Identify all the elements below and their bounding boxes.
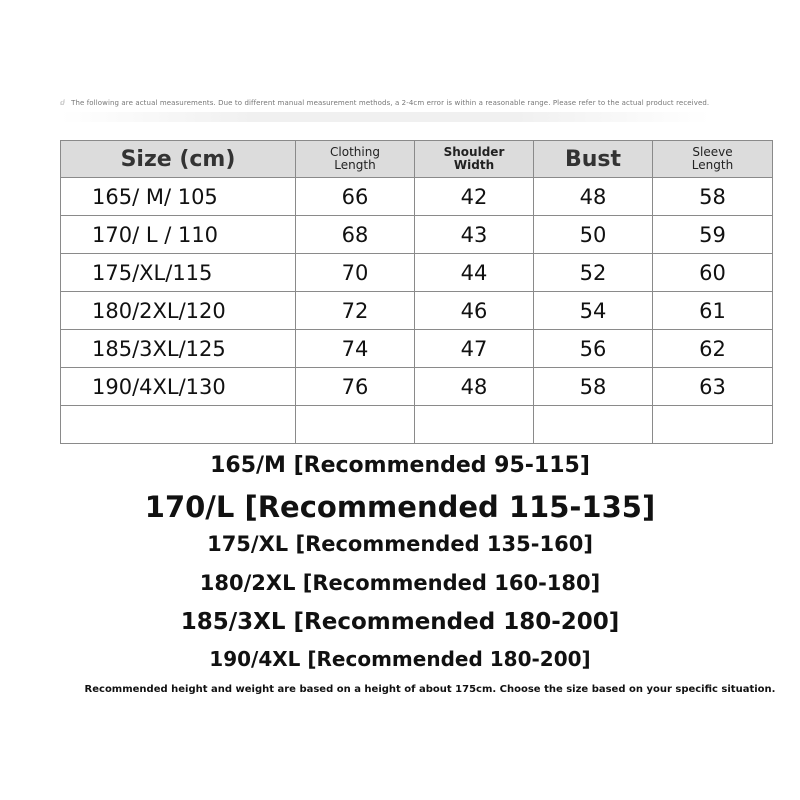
sleeve-length-cell: 63 <box>653 368 773 406</box>
recommendation-line: 180/2XL [Recommended 160-180] <box>199 571 601 595</box>
table-header-row <box>61 141 773 178</box>
table-row <box>61 178 773 216</box>
clothing-length-cell: 70 <box>296 254 415 292</box>
sleeve-length-cell: 62 <box>653 330 773 368</box>
table-row <box>61 216 773 254</box>
note-underline <box>60 112 710 122</box>
sleeve-length-cell: 60 <box>653 254 773 292</box>
sleeve-length-cell: 58 <box>653 178 773 216</box>
bust-cell: 58 <box>534 368 653 406</box>
table-row <box>61 368 773 406</box>
bust-cell: 48 <box>534 178 653 216</box>
header-size: Size (cm) <box>61 141 296 178</box>
empty-cell <box>296 406 415 444</box>
header-shoulder-width <box>415 141 534 178</box>
header-shoulder-line1: Shoulder <box>443 145 505 159</box>
clothing-length-cell: 76 <box>296 368 415 406</box>
height-weight-note: Recommended height and weight are based on a height of about 175cm. Choose the size based on your specific situation. <box>84 684 776 695</box>
size-cell: 190/4XL/130 <box>61 368 296 406</box>
shoulder-width-cell: 48 <box>415 368 534 406</box>
recommendation-line: 185/3XL [Recommended 180-200] <box>180 609 620 635</box>
shoulder-width-cell: 44 <box>415 254 534 292</box>
size-cell: 180/2XL/120 <box>61 292 296 330</box>
shoulder-width-cell: 47 <box>415 330 534 368</box>
bust-cell: 52 <box>534 254 653 292</box>
size-cell: 165/ M/ 105 <box>61 178 296 216</box>
clothing-length-cell: 74 <box>296 330 415 368</box>
sleeve-length-cell: 61 <box>653 292 773 330</box>
table-row <box>61 330 773 368</box>
empty-cell <box>415 406 534 444</box>
size-recommendations <box>0 450 800 680</box>
empty-cell <box>534 406 653 444</box>
clothing-length-cell: 72 <box>296 292 415 330</box>
header-sleeve-line2: Length <box>691 158 734 172</box>
size-cell: 175/XL/115 <box>61 254 296 292</box>
sleeve-length-cell: 59 <box>653 216 773 254</box>
header-clothing-line2: Length <box>334 158 376 172</box>
clothing-length-cell: 68 <box>296 216 415 254</box>
recommendation-line: 170/L [Recommended 115-135] <box>144 490 656 524</box>
table-row-empty <box>61 406 773 444</box>
header-clothing-length <box>296 141 415 178</box>
shoulder-width-cell: 43 <box>415 216 534 254</box>
recommendation-line: 165/M [Recommended 95-115] <box>210 453 590 478</box>
header-sleeve-length <box>653 141 773 178</box>
header-shoulder-line2: Width <box>453 158 495 172</box>
empty-cell <box>61 406 296 444</box>
empty-cell <box>653 406 773 444</box>
size-cell: 185/3XL/125 <box>61 330 296 368</box>
bust-cell: 54 <box>534 292 653 330</box>
size-cell: 170/ L / 110 <box>61 216 296 254</box>
recommendation-line: 175/XL [Recommended 135-160] <box>207 532 593 556</box>
bust-cell: 50 <box>534 216 653 254</box>
measurement-note-text: The following are actual measurements. Due to different manual measurement methods, a 2-4cm error is within a reasonable range. Please refer to the actual product received. <box>71 99 710 107</box>
measurement-note <box>60 99 780 107</box>
header-sleeve-line1: Sleeve <box>692 145 733 159</box>
header-bust: Bust <box>534 141 653 178</box>
table-row <box>61 292 773 330</box>
clothing-length-cell: 66 <box>296 178 415 216</box>
table-row <box>61 254 773 292</box>
header-clothing-line1: Clothing <box>330 145 380 159</box>
bust-cell: 56 <box>534 330 653 368</box>
shoulder-width-cell: 46 <box>415 292 534 330</box>
size-chart-table <box>60 140 773 444</box>
shoulder-width-cell: 42 <box>415 178 534 216</box>
note-marker: ⅆ <box>60 99 66 107</box>
recommendation-line: 190/4XL [Recommended 180-200] <box>209 647 591 671</box>
